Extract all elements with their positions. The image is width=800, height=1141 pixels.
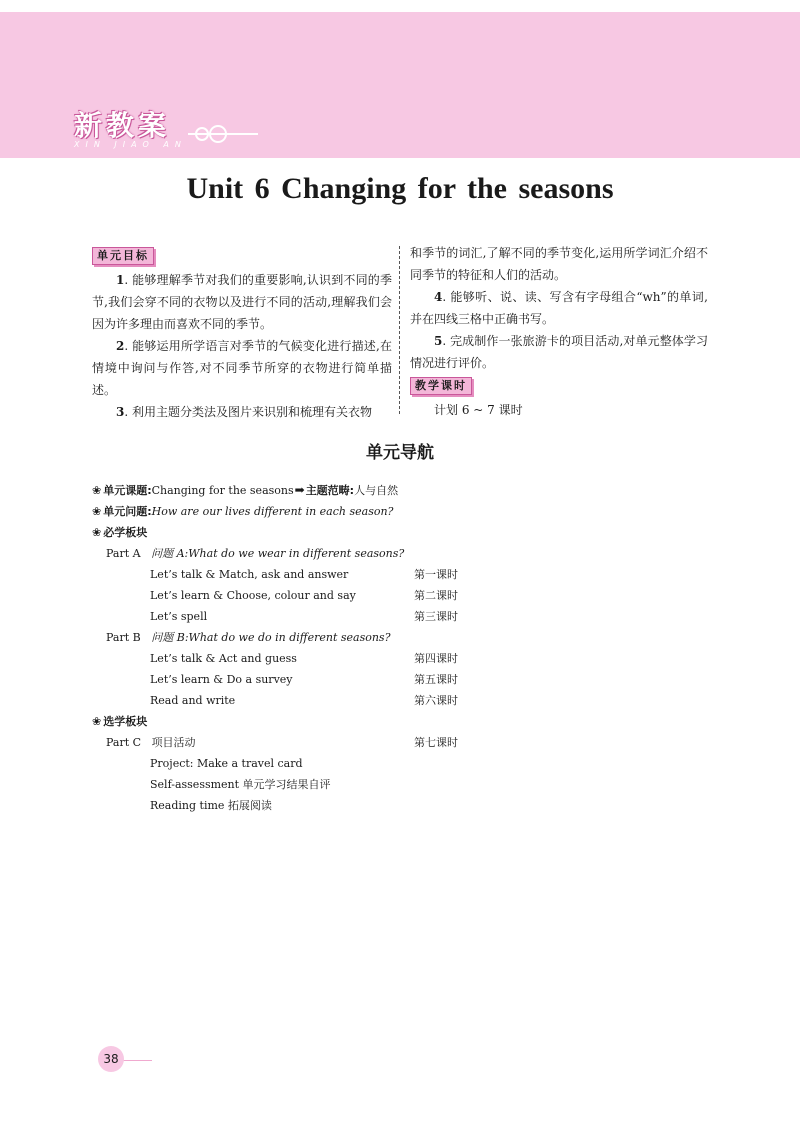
flower-icon: ❀ bbox=[92, 715, 102, 728]
part-b-item-3: Read and write 第六课时 bbox=[150, 694, 458, 707]
nav-question: ❀ 单元问题:How are our lives different in each season? bbox=[92, 505, 394, 518]
nav-title: 单元导航 bbox=[366, 443, 434, 463]
arrow-right-icon: ➡ bbox=[294, 483, 305, 497]
goals-tag: 单元目标 bbox=[92, 247, 154, 265]
nav-required: ❀ 必学板块 bbox=[92, 526, 148, 539]
part-a-item-2: Let’s learn & Choose, colour and say 第二课时 bbox=[150, 589, 458, 602]
nav-optional: ❀ 选学板块 bbox=[92, 715, 148, 728]
part-c-item-1: Project: Make a travel card bbox=[150, 757, 303, 770]
flower-icon: ❀ bbox=[92, 505, 102, 518]
goal-item-3-continued: 和季节的词汇,了解不同的季节变化,运用所学词汇介绍不同季节的特征和人们的活动。 bbox=[410, 246, 708, 282]
goal-item-1: 1. 能够理解季节对我们的重要影响,认识到不同的季节,我们会穿不同的衣物以及进行不同的活动,理解我们会因为许多理由而喜欢不同的季节。 bbox=[92, 273, 392, 331]
part-a-item-3: Let’s spell 第三课时 bbox=[150, 610, 458, 623]
flower-icon: ❀ bbox=[92, 484, 102, 497]
nav-topic: ❀ 单元课题:Changing for the seasons➡主题范畴:人与自然 bbox=[92, 483, 399, 497]
part-c-item-3: Reading time 拓展阅读 bbox=[150, 799, 272, 812]
part-b-header: Part B 问题 B:What do we do in different seasons? bbox=[106, 631, 391, 644]
part-b-item-2: Let’s learn & Do a survey 第五课时 bbox=[150, 673, 458, 686]
goal-item-4: 4. 能够听、说、读、写含有字母组合“wh”的单词,并在四线三格中正确书写。 bbox=[410, 290, 708, 326]
goals-column-left bbox=[92, 244, 392, 423]
part-a-item-1: Let’s talk & Match, ask and answer 第一课时 bbox=[150, 568, 458, 581]
goal-item-3: 3. 利用主题分类法及图片来识别和梳理有关衣物 bbox=[116, 405, 372, 419]
unit-title: Unit 6 Changing for the seasons bbox=[186, 172, 614, 205]
goals-column-right bbox=[410, 242, 708, 421]
ornament-icon bbox=[188, 118, 258, 148]
goal-item-5: 5. 完成制作一张旅游卡的项目活动,对单元整体学习情况进行评价。 bbox=[410, 334, 708, 370]
hours-tag: 教学课时 bbox=[410, 377, 472, 395]
goal-item-2: 2. 能够运用所学语言对季节的气候变化进行描述,在情境中询问与作答,对不同季节所穿的衣物进行简单描述。 bbox=[92, 339, 392, 397]
unit-navigation bbox=[92, 480, 692, 816]
part-c-header: Part C 项目活动 第七课时 bbox=[106, 736, 458, 749]
brand-subtitle: XIN JIAO AN bbox=[74, 140, 187, 149]
part-c-item-2: Self-assessment 单元学习结果自评 bbox=[150, 778, 331, 791]
hours-text: 计划 6 ~ 7 课时 bbox=[434, 403, 523, 417]
part-a-header: Part A 问题 A:What do we wear in different seasons? bbox=[106, 547, 405, 560]
brand-logo: 新教案 bbox=[74, 109, 171, 142]
column-divider bbox=[399, 246, 400, 414]
page-number: 38 bbox=[98, 1046, 124, 1072]
flower-icon: ❀ bbox=[92, 526, 102, 539]
part-b-item-1: Let’s talk & Act and guess 第四课时 bbox=[150, 652, 458, 665]
